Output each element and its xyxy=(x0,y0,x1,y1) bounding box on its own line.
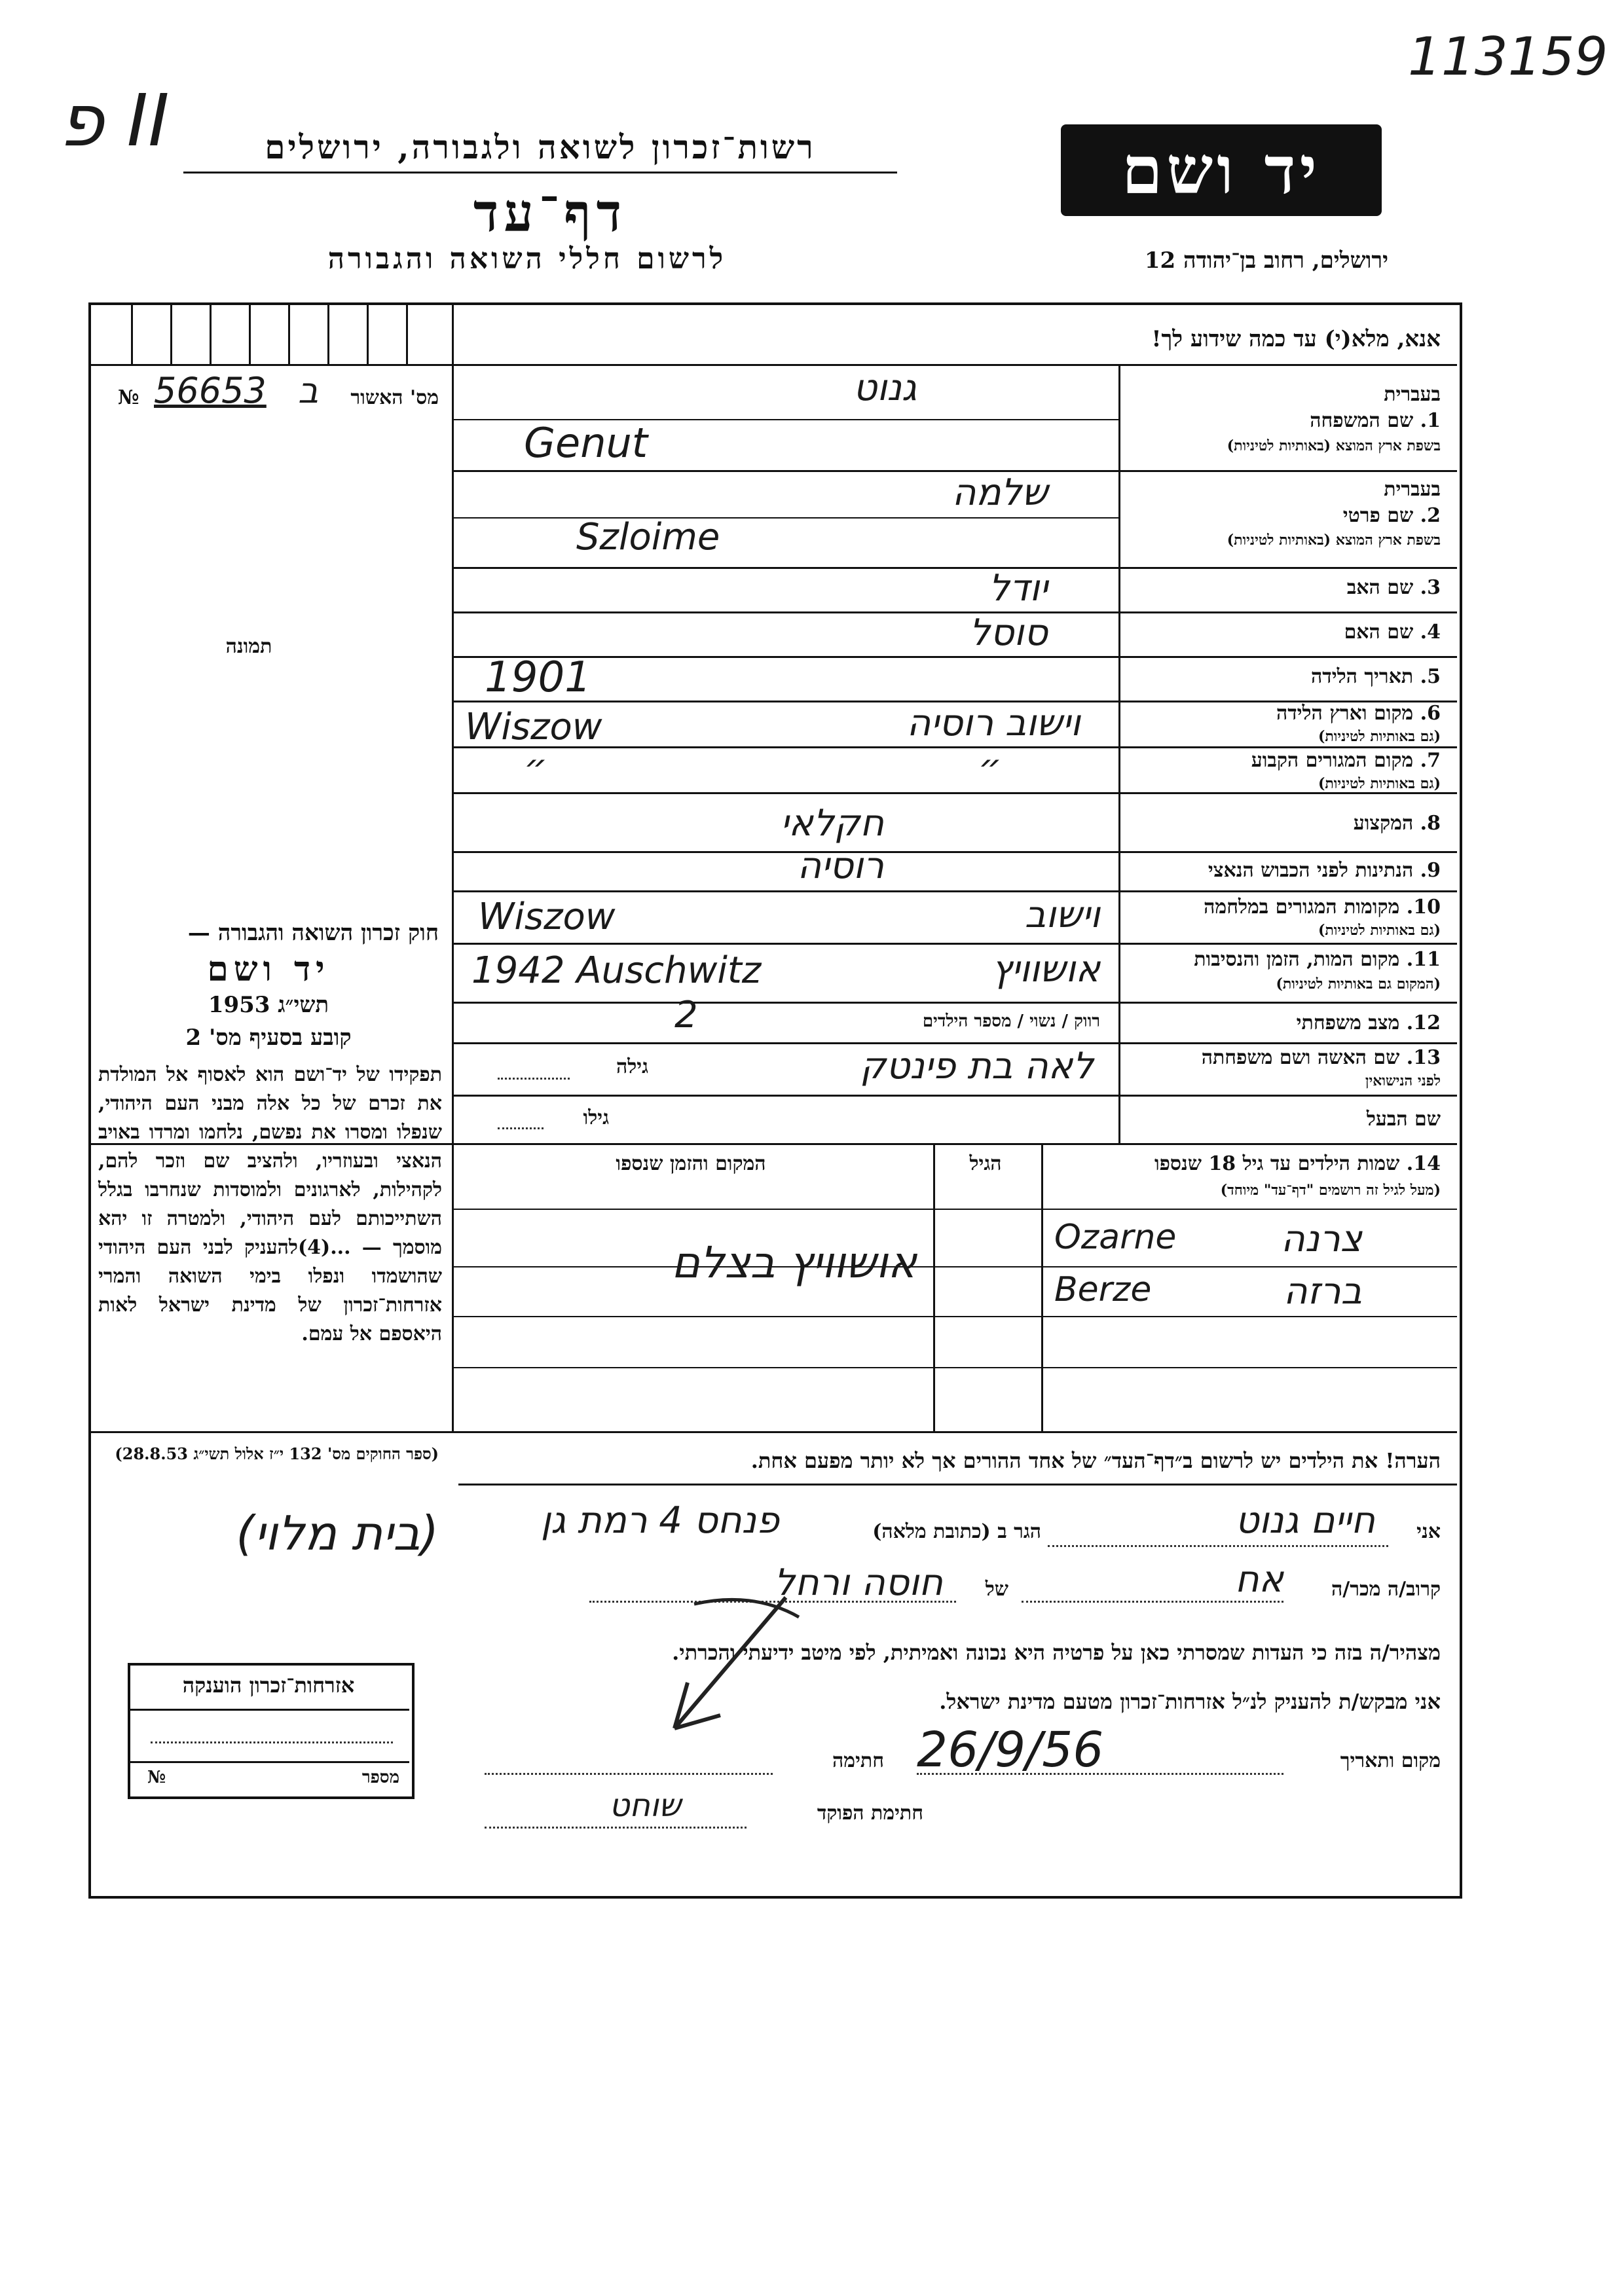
resides-label: הגר ב (כתובת מלאה) xyxy=(872,1520,1041,1543)
mother-name: סוסל xyxy=(969,611,1048,654)
wife-name: לאה בת פינטק xyxy=(860,1045,1094,1087)
relation: אח xyxy=(1234,1558,1283,1601)
of-label: של xyxy=(985,1578,1008,1601)
death-place-hebrew: אושוויץ xyxy=(991,948,1100,991)
photo-label: תמונה xyxy=(225,635,272,658)
field-6-label: 6. מקום וארץ הלידה xyxy=(1276,702,1441,725)
yad-vashem-logo: יד ושם xyxy=(1061,124,1382,216)
pen-arrow-mark xyxy=(648,1584,819,1755)
citizenship-number-label: מספר xyxy=(361,1768,399,1787)
authority-name: רשות־זכרון לשואה ולגבורה, ירושלים xyxy=(265,128,816,166)
field-6-sub: (גם באותיות לטיניות) xyxy=(1318,728,1441,745)
citizenship-request: אני מבקש/ת להעניק לנ״ל אזרחות־זכרון מטעם מדינת ישראל. xyxy=(939,1689,1441,1714)
approval-boxes xyxy=(92,305,452,364)
first-name-hebrew: שלמה xyxy=(951,471,1048,514)
approval-label: מס' האשור xyxy=(350,386,439,409)
law-title: חוק זכרון השואה והגבורה — xyxy=(187,920,439,946)
children-count: 2 xyxy=(674,994,698,1036)
children-section-label: 14. שמות הילדים עד גיל 18 שנספו xyxy=(1154,1152,1441,1175)
instruction: אנא, מלא(י) עד כמה שידוע לך! xyxy=(1151,326,1441,352)
approval-no-label: № xyxy=(118,386,139,409)
field-1-label: 1. שם המשפחה xyxy=(1310,409,1441,432)
residence: ״ ״ xyxy=(524,746,1211,789)
wife-age-label: גילה xyxy=(616,1055,648,1078)
field-3-label: 3. שם האב xyxy=(1346,576,1441,599)
father-name: יודל xyxy=(988,567,1048,610)
family-name-hebrew: גנוט xyxy=(853,367,917,409)
place-date-label: מקום ותאריך xyxy=(1340,1749,1441,1772)
officer-signature: שוחט xyxy=(609,1787,681,1824)
law-year: תשי״ג 1953 xyxy=(208,992,329,1018)
field-2-sub: בשפת ארץ המוצא (באותיות לטיניות) xyxy=(1227,532,1441,549)
nationality: רוסיה xyxy=(797,845,884,887)
margin-note: (בית מלוי) xyxy=(236,1506,439,1561)
law-clause: קובע בסעיף מס' 2 xyxy=(185,1025,352,1051)
death-place-latin: 1942 Auschwitz xyxy=(471,949,762,992)
relative-label: קרוב/ה מכר/ה xyxy=(1331,1578,1441,1601)
field-5-label: 5. תאריך הלידה xyxy=(1311,665,1441,688)
law-text: תפקידו של יד־ושם הוא לאסוף אל המולדת את זכרם של כל אלה מבני העם היהודי, שנפלו ומסרו את נפשם, נלחמו ומרדו באויב הנאצי ובעוזריו, ולהציב שם וזכר להם, לקהילות, לארגונים ולמוסדות שנחרבו בגלל השתייכותם לעם היהודי, ולמטרה זו יהא מוסמך — ...(4)להעניק לבני העם היהודי שהושמדו ונפלו בימי השואה והמרי אזרחות־זכרון של מדינת ישראל לאות היאספם אל עמם. xyxy=(98,1063,442,1345)
wartime-residence-latin: Wiszow xyxy=(478,896,616,938)
husband-label: שם הבעל xyxy=(1366,1108,1441,1131)
birth-date: 1901 xyxy=(485,653,591,702)
citizenship-title: אזרחות־זכרון הוענקה xyxy=(182,1673,355,1698)
children-section-sub: (מעל לגיל זה רושמים "דף־עד" מיוחד) xyxy=(1220,1182,1441,1199)
note: הערה! את הילדים יש לרשום ב״דף־העד״ של אחד ההורים אך לא יותר מפעם אחת. xyxy=(750,1448,1441,1473)
field-1-note: בעברית xyxy=(1384,383,1441,406)
children-death-place: אושוויץ בצלם xyxy=(671,1237,917,1288)
first-name-latin: Szloime xyxy=(576,516,720,558)
birth-place-latin: Wiszow xyxy=(465,706,602,748)
child-1-latin: Ozarne xyxy=(1054,1218,1177,1257)
law-name: יד ושם xyxy=(207,949,330,989)
child-2-latin: Berze xyxy=(1054,1270,1152,1309)
field-10-label: 10. מקומות המגורים במלחמה xyxy=(1204,896,1441,919)
field-9-label: 9. הנתינות לפני הכבוש הנאצי xyxy=(1208,859,1441,882)
age-column-header: הגיל xyxy=(969,1152,1002,1175)
citizenship-no-label: № xyxy=(147,1768,166,1787)
field-7-label: 7. מקום המגורים הקבוע xyxy=(1251,749,1441,772)
field-1-sub: בשפת ארץ המוצא (באותיות לטיניות) xyxy=(1227,437,1441,454)
officer-signature-label: חתימת הפוקד xyxy=(817,1802,923,1825)
corner-mark: פ II xyxy=(59,79,170,162)
field-8-label: 8. המקצוע xyxy=(1353,812,1441,835)
signature-label: חתימה xyxy=(832,1749,884,1772)
husband-age-label: גילו xyxy=(583,1106,609,1129)
field-11-label: 11. מקום המות, הזמן והנסיבות xyxy=(1194,948,1441,971)
form-subtitle: לרשום חללי השואה והגבורה xyxy=(327,242,727,276)
child-1-hebrew: צרנה xyxy=(1281,1218,1362,1260)
field-13-label: 13. שם האשה ושם משפחתה xyxy=(1201,1046,1441,1069)
family-name-latin: Genut xyxy=(524,419,648,467)
declaration-date: 26/9/56 xyxy=(917,1722,1104,1778)
approval-number: 56653 xyxy=(154,370,267,411)
law-source: (ספר החוקים מס' 132 י״ז אלול תשי״ג 28.8.53) xyxy=(115,1444,439,1463)
field-7-sub: (גם באותיות לטיניות) xyxy=(1318,775,1441,792)
archive-number: 113159 xyxy=(1408,26,1608,87)
field-2-label: 2. שם פרטי xyxy=(1342,504,1441,527)
declarant-address: פנחס 4 רמת גן xyxy=(540,1499,779,1542)
field-2-note: בעברית xyxy=(1384,478,1441,501)
declaration: מצהיר/ה בזה כי העדות שמסרתי כאן על פרטיה היא נכונה ואמיתית, לפי מיטב ידיעתי והכרתי. xyxy=(672,1640,1441,1665)
declarant-i-label: אני xyxy=(1416,1520,1441,1543)
field-4-label: 4. שם האם xyxy=(1344,621,1441,644)
field-13-sub: לפני הנישואין xyxy=(1365,1072,1441,1089)
address: ירושלים, רחוב בן־יהודה 12 xyxy=(1144,247,1388,274)
field-12-label: 12. מצב משפחתי xyxy=(1296,1011,1441,1034)
of-value: חוסה ורחל xyxy=(774,1561,943,1604)
declarant-name: חיים גנוט xyxy=(1235,1499,1375,1542)
occupation: חקלאי xyxy=(780,802,884,845)
form-title: דף־עד xyxy=(473,182,627,244)
field-11-sub: (המקום גם באותיות לטיניות) xyxy=(1276,975,1441,993)
wartime-residence-hebrew: וישוב xyxy=(1024,894,1100,936)
family-status-options: רווק / נשוי / מספר הילדים xyxy=(922,1011,1100,1031)
approval-mark: ב xyxy=(298,370,319,411)
birth-place-hebrew: וישוב רוסיה xyxy=(906,702,1080,744)
child-2-hebrew: ברזה xyxy=(1283,1270,1362,1313)
place-column-header: המקום והזמן שנספו xyxy=(616,1152,766,1175)
field-10-sub: (גם באותיות לטיניות) xyxy=(1318,922,1441,939)
